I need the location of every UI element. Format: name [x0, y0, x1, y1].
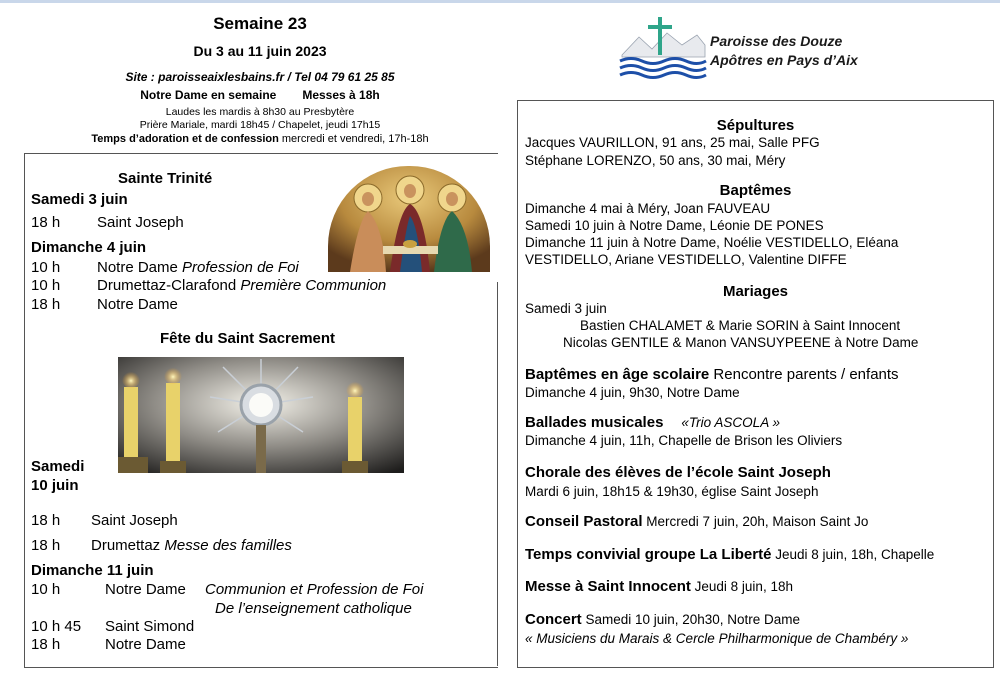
ballades-note: «Trio ASCOLA »	[681, 415, 780, 430]
convivial-line	[525, 546, 934, 564]
adoration-label: Temps d’adoration et de confession	[91, 133, 279, 145]
conseil-line	[525, 513, 868, 531]
bapt-scolaire-rest: Rencontre parents / enfants	[709, 366, 899, 383]
sacrement-s2-note: Messe des familles	[164, 537, 292, 554]
sacrement-d1-note2: De l’enseignement catholique	[215, 600, 412, 617]
parish-logo-icon	[617, 15, 707, 85]
sacrement-d2-time: 10 h 45	[31, 618, 82, 635]
site-phone[interactable]: Site : paroisseaixlesbains.fr / Tel 04 79 61 25 85	[125, 70, 395, 84]
laudes-info: Laudes les mardis à 8h30 au Presbytère	[165, 106, 355, 118]
concert-rest: Samedi 10 juin, 20h30, Notre Dame	[581, 612, 801, 627]
mariages-line3: Nicolas GENTILE & Manon VANSUYPEENE à Notre Dame	[563, 335, 919, 350]
conseil-rest: Mercredi 7 juin, 20h, Maison Saint Jo	[642, 514, 869, 529]
sepultures-line1: Jacques VAURILLON, 91 ans, 25 mai, Salle PFG	[525, 135, 820, 150]
concert-line1: « Musiciens du Marais & Cercle Philharmonique de Chambéry »	[525, 631, 909, 646]
sacrement-d1-place: Notre Dame	[105, 581, 186, 598]
messe-si-title: Messe à Saint Innocent	[525, 578, 691, 595]
sacrement-s1-place: Saint Joseph	[91, 512, 178, 529]
trinite-d1-time: 10 h	[31, 259, 61, 276]
sacrement-title: Fête du Saint Sacrement	[160, 330, 336, 347]
ballades-title: Ballades musicales	[525, 414, 664, 431]
mariages-title: Mariages	[722, 283, 789, 300]
logo-text-line1: Paroisse des Douze	[710, 33, 843, 49]
monstrance-image	[118, 357, 404, 473]
concert-title: Concert	[525, 611, 582, 628]
baptemes-line2: Samedi 10 juin à Notre Dame, Léonie DE PONES	[525, 218, 824, 233]
week-title: Semaine 23	[213, 14, 307, 33]
notre-dame-messes	[0, 88, 520, 102]
ballades-line1: Dimanche 4 juin, 11h, Chapelle de Brison les Oliviers	[525, 433, 843, 448]
trinite-d1-note: Profession de Foi	[182, 259, 299, 276]
trinite-d1	[97, 259, 299, 276]
trinite-d2	[97, 277, 386, 294]
chorale-title: Chorale des élèves de l’école Saint Joseph	[525, 464, 831, 481]
trinite-d2-time: 10 h	[31, 277, 61, 294]
date-range: Du 3 au 11 juin 2023	[193, 43, 327, 59]
sacrement-samedi-l2: 10 juin	[31, 477, 79, 494]
baptemes-line4: VESTIDELLO, Ariane VESTIDELLO, Valentine DIFFE	[525, 252, 847, 267]
notre-dame-semaine: Notre Dame en semaine	[140, 88, 277, 102]
trinite-samedi: Samedi 3 juin	[31, 191, 128, 208]
trinite-dimanche: Dimanche 4 juin	[31, 239, 147, 256]
sacrement-d3-time: 18 h	[31, 636, 61, 653]
sacrement-d1-note: Communion et Profession de Foi	[205, 581, 424, 598]
top-border	[0, 0, 1000, 3]
convivial-title: Temps convivial groupe La Liberté	[525, 546, 772, 563]
trinite-s1-place: Saint Joseph	[97, 214, 184, 231]
conseil-title: Conseil Pastoral	[525, 513, 643, 530]
sacrement-s2	[91, 537, 292, 554]
adoration-times: mercredi et vendredi, 17h-18h	[278, 133, 429, 145]
trinite-d1-place: Notre Dame	[97, 259, 183, 276]
baptemes-title: Baptêmes	[719, 182, 792, 199]
mariages-line2: Bastien CHALAMET & Marie SORIN à Saint Innocent	[580, 318, 901, 333]
convivial-rest: Jeudi 8 juin, 18h, Chapelle	[771, 547, 935, 562]
baptemes-line1: Dimanche 4 mai à Méry, Joan FAUVEAU	[525, 201, 771, 216]
trinite-s1-time: 18 h	[31, 214, 61, 231]
trinite-d3-place: Notre Dame	[97, 296, 178, 313]
sacrement-d1-time: 10 h	[31, 581, 61, 598]
messe-si-rest: Jeudi 8 juin, 18h	[690, 579, 793, 594]
baptemes-line3: Dimanche 11 juin à Notre Dame, Noélie VESTIDELLO, Eléana	[525, 235, 899, 250]
priere-info: Prière Mariale, mardi 18h45 / Chapelet, jeudi 17h15	[139, 119, 381, 131]
adoration-info	[0, 133, 520, 145]
sacrement-dimanche: Dimanche 11 juin	[31, 562, 154, 579]
sepultures-title: Sépultures	[716, 117, 795, 134]
sacrement-s2-time: 18 h	[31, 537, 61, 554]
messes-18h: Messes à 18h	[302, 88, 380, 102]
sepultures-line2: Stéphane LORENZO, 50 ans, 30 mai, Méry	[525, 153, 786, 168]
logo-text-line2: Apôtres en Pays d’Aix	[710, 52, 858, 68]
trinite-d2-place: Drumettaz-Clarafond	[97, 277, 241, 294]
bapt-scolaire-title: Baptêmes en âge scolaire	[525, 366, 710, 383]
sacrement-s1-time: 18 h	[31, 512, 61, 529]
mariages-line1: Samedi 3 juin	[525, 301, 607, 316]
trinite-d3-time: 18 h	[31, 296, 61, 313]
sacrement-samedi-l1: Samedi	[31, 458, 85, 475]
messe-si-line	[525, 578, 793, 596]
chorale-line1: Mardi 6 juin, 18h15 & 19h30, église Saint Joseph	[525, 484, 819, 499]
trinite-title: Sainte Trinité	[118, 170, 213, 187]
bapt-scolaire-line1: Dimanche 4 juin, 9h30, Notre Dame	[525, 385, 740, 400]
concert-line	[525, 611, 800, 629]
ballades-heading	[525, 414, 780, 431]
sacrement-d3-place: Notre Dame	[105, 636, 186, 653]
bapt-scolaire-heading	[525, 366, 899, 383]
panel-right-border	[497, 282, 498, 666]
sacrement-s2-place: Drumettaz	[91, 537, 165, 554]
trinite-d2-note: Première Communion	[240, 277, 387, 294]
sacrement-d2-place: Saint Simond	[105, 618, 195, 635]
